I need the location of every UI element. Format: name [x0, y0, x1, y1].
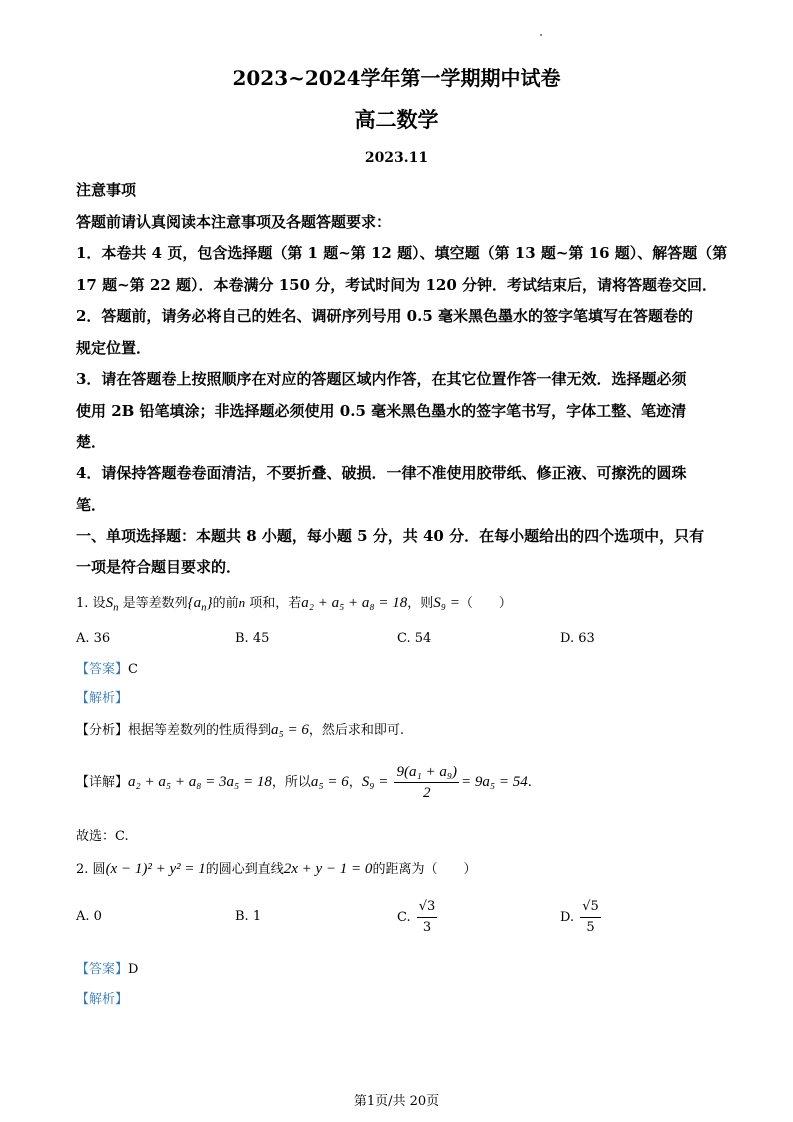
q2-text-2: 的圆心到直线 [205, 862, 284, 877]
q1-detail-text-1: ，所以 [271, 775, 311, 790]
q2-line: 2x + y − 1 = 0 [283, 861, 373, 877]
q2-answer-value: D [128, 962, 139, 977]
q1-option-b: B. 45 [235, 631, 270, 646]
q2-option-c-label: C. [397, 910, 411, 925]
scan-dot [540, 34, 542, 36]
q1-answer [76, 661, 138, 679]
section-1-heading-cont: 一项是符合题目要求的． [76, 558, 242, 576]
q1-text-2: 是等差数列 [122, 596, 188, 611]
q1-n: n [238, 595, 246, 610]
q2-analysis-tag: 【解析】 [76, 992, 129, 1007]
notice-line-3: 2．答题前，请务必将自己的姓名、调研序列号用 0.5 毫米黑色墨水的签字笔填写在答题卷的 [76, 307, 693, 325]
notice-intro: 答题前请认真阅读本注意事项及各题答题要求： [76, 213, 392, 231]
q2-number: 2. [76, 862, 89, 877]
q1-text-4: 项和，若 [249, 596, 302, 611]
page-number: 第1页/共 20页 [353, 1094, 440, 1109]
q2-text-1: 圆 [92, 862, 106, 877]
section-1-heading: 一、单项选择题：本题共 8 小题，每小题 5 分，共 40 分．在每小题给出的四个选项中，只有 [76, 527, 705, 545]
q1-fenxi-text-b: ，然后求和即可. [308, 723, 405, 738]
q1-detail-fraction [394, 762, 459, 803]
q2-answer [76, 961, 138, 979]
q1-seq-end: } [206, 595, 213, 611]
q1-seq: {a [187, 595, 202, 611]
q1-text-1: 设 [92, 596, 106, 611]
q1-sn-sub: n [113, 601, 119, 614]
q1-fenxi [76, 721, 404, 740]
q1-detail [76, 760, 532, 805]
q1-answer-value: C [128, 662, 138, 677]
q2-option-b: B. 1 [235, 909, 262, 924]
q1-detail-text-2: ， [348, 775, 362, 790]
q1-option-d: D. 63 [560, 631, 595, 646]
q1-option-a: A. 36 [76, 631, 111, 646]
notice-line-1: 1．本卷共 4 页，包含选择题（第 1 题~第 12 题）、填空题（第 13 题~第 16 题）、解答题（第 [76, 244, 728, 262]
q1-fenxi-math: a₅ = 6 [271, 722, 309, 738]
q1-detail-fraction-den: 2 [423, 785, 431, 801]
notice-line-8: 4．请保持答题卷卷面清洁，不要折叠、破损．一律不准使用胶带纸、修正液、可擦洗的圆珠 [76, 464, 687, 482]
notice-line-5: 3．请在答题卷上按照顺序在对应的答题区域内作答，在其它位置作答一律无效．选择题必须 [76, 370, 687, 388]
q2-option-d-den: 5 [586, 920, 595, 935]
q2-answer-tag: 【答案】 [76, 962, 129, 977]
q2-circle: (x − 1)² + y² = 1 [105, 861, 206, 877]
q1-paren: （ ） [459, 596, 512, 611]
q2-option-d [560, 896, 603, 940]
q2-option-d-num: √5 [580, 897, 601, 918]
q1-detail-math-2: a₅ = 6 [310, 774, 349, 790]
q1-detail-math-4: = 9a₅ = 54 [461, 774, 528, 790]
q2-text-3: 的距离为（ ） [372, 862, 477, 877]
q1-number: 1. [76, 596, 89, 611]
q2-option-c-den: 3 [422, 920, 432, 935]
notice-line-4: 规定位置． [76, 339, 152, 357]
notice-line-7: 楚． [76, 433, 107, 451]
q1-detail-tag: 【详解】 [76, 775, 129, 790]
q2-option-c-num: √3 [417, 897, 438, 918]
q1-detail-end: . [527, 775, 532, 790]
q1-sn: S [105, 595, 114, 611]
q2-option-d-fraction [580, 897, 601, 938]
notice-heading: 注意事项 [76, 181, 137, 199]
exam-title: 2023~2024学年第一学期期中试卷 [232, 66, 561, 90]
q1-fenxi-tag: 【分析】 [76, 723, 129, 738]
q1-fenxi-text-a: 根据等差数列的性质得到 [128, 723, 272, 738]
exam-subject: 高二数学 [354, 107, 439, 132]
notice-line-6: 使用 2B 铅笔填涂；非选择题必须使用 0.5 毫米黑色墨水的签字笔书写，字体工整、笔迹清 [76, 402, 687, 420]
q1-detail-fraction-num: 9(a₁ + a₉) [394, 762, 459, 783]
notice-line-9: 笔． [76, 496, 107, 514]
notice-line-2: 17 题~第 22 题）．本卷满分 150 分，考试时间为 120 分钟．考试结束后，请将答题卷交回． [76, 276, 717, 294]
q1-detail-math-1: a₂ + a₅ + a₈ = 3a₅ = 18 [128, 774, 272, 790]
q2-option-d-label: D. [560, 910, 575, 925]
q1-answer-tag: 【答案】 [76, 662, 129, 677]
q1-conclusion: 故选：C. [76, 829, 129, 844]
question-1-stem [76, 594, 512, 617]
q1-seq-sub: n [201, 601, 207, 614]
q1-condition: a₂ + a₅ + a₈ = 18 [301, 595, 408, 611]
q1-detail-math-3: S₉ = [361, 774, 389, 790]
q2-option-a: A. 0 [76, 909, 102, 924]
q1-s9: S₉ = [433, 595, 460, 611]
q2-option-c [397, 896, 439, 940]
exam-date: 2023.11 [364, 150, 429, 166]
q2-option-c-fraction [417, 897, 438, 938]
q1-analysis-tag: 【解析】 [76, 691, 129, 706]
question-2-stem [76, 860, 476, 879]
q1-option-c: C. 54 [397, 631, 432, 646]
q1-text-5: ，则 [407, 596, 434, 611]
q1-text-3: 的前 [212, 596, 239, 611]
